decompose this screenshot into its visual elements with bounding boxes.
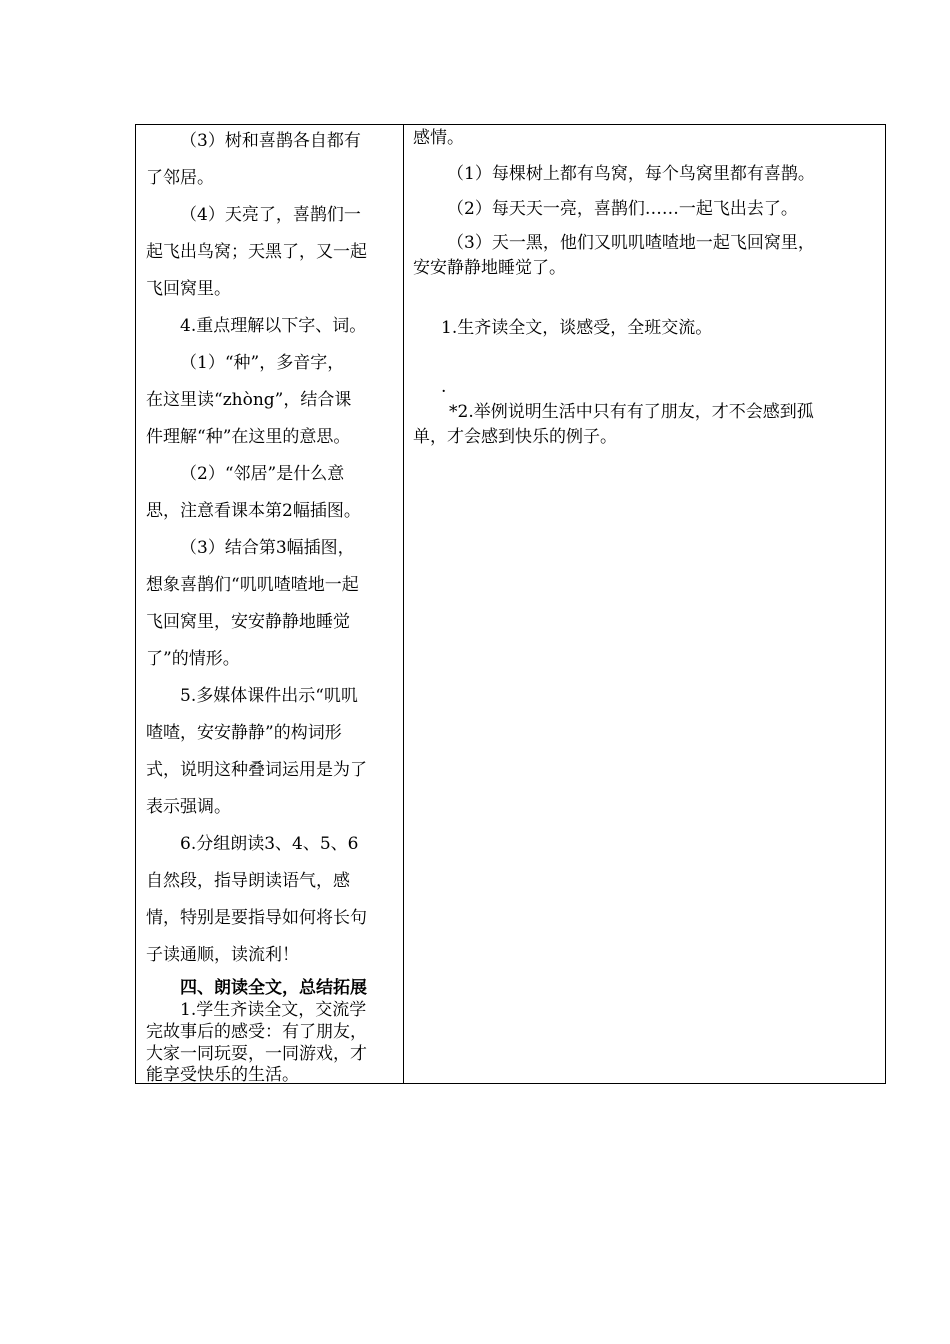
text-line: 能享受快乐的生活。 <box>146 1065 299 1085</box>
text-line: （4）天亮了，喜鹊们一 <box>180 205 361 225</box>
text-line: 1.学生齐读全文，交流学 <box>180 1000 367 1020</box>
section-heading: 四、朗读全文，总结拓展 <box>180 978 367 998</box>
text-line: （3）树和喜鹊各自都有 <box>180 131 361 151</box>
text-line: 1.生齐读全文，谈感受，全班交流。 <box>441 318 713 338</box>
lesson-table <box>135 124 886 1084</box>
text-line: 6.分组朗读3、4、5、6 <box>180 834 359 854</box>
text-line: 情，特别是要指导如何将长句 <box>146 908 367 928</box>
text-line: 单，才会感到快乐的例子。 <box>413 427 617 447</box>
text-line: 件理解“种”在这里的意思。 <box>146 427 351 447</box>
text-line: 想象喜鹊们“叽叽喳喳地一起 <box>146 575 359 595</box>
teacher-activity-column <box>136 125 404 1083</box>
text-line: 式，说明这种叠词运用是为了 <box>146 760 367 780</box>
text-line: 自然段，指导朗读语气，感 <box>146 871 350 891</box>
text-line: 喳喳，安安静静”的构词形 <box>146 723 342 743</box>
text-line: 起飞出鸟窝；天黑了，又一起 <box>146 242 367 262</box>
text-line: （3）天一黑，他们又叽叽喳喳地一起飞回窝里， <box>447 233 815 253</box>
text-line: 5.多媒体课件出示“叽叽 <box>180 686 358 706</box>
text-line: 了”的情形。 <box>146 649 240 669</box>
text-line: 感情。 <box>413 128 464 148</box>
text-line: （3）结合第3幅插图， <box>180 538 355 558</box>
text-line: （1）“种”，多音字， <box>180 353 345 373</box>
text-line: 飞回窝里，安安静静地睡觉 <box>146 612 350 632</box>
text-line: 在这里读“zhòng”，结合课 <box>146 390 352 410</box>
text-line: （2）每天天一亮，喜鹊们……一起飞出去了。 <box>447 199 798 219</box>
text-line: . <box>441 377 447 397</box>
text-line: 完故事后的感受：有了朋友， <box>146 1022 367 1042</box>
text-line: （2）“邻居”是什么意 <box>180 464 345 484</box>
text-line: 表示强调。 <box>146 797 231 817</box>
text-line: 思，注意看课本第2幅插图。 <box>146 501 361 521</box>
text-line: 大家一同玩耍，一同游戏，才 <box>146 1044 367 1064</box>
text-line: （1）每棵树上都有鸟窝，每个鸟窝里都有喜鹊。 <box>447 164 815 184</box>
text-line: 安安静静地睡觉了。 <box>413 258 566 278</box>
text-line: 子读通顺，读流利！ <box>146 945 299 965</box>
text-line: *2.举例说明生活中只有有了朋友，才不会感到孤 <box>449 402 814 422</box>
text-line: 了邻居。 <box>146 168 214 188</box>
text-line: 飞回窝里。 <box>146 279 231 299</box>
text-line: 4.重点理解以下字、词。 <box>180 316 367 336</box>
student-activity-column <box>404 125 885 1083</box>
